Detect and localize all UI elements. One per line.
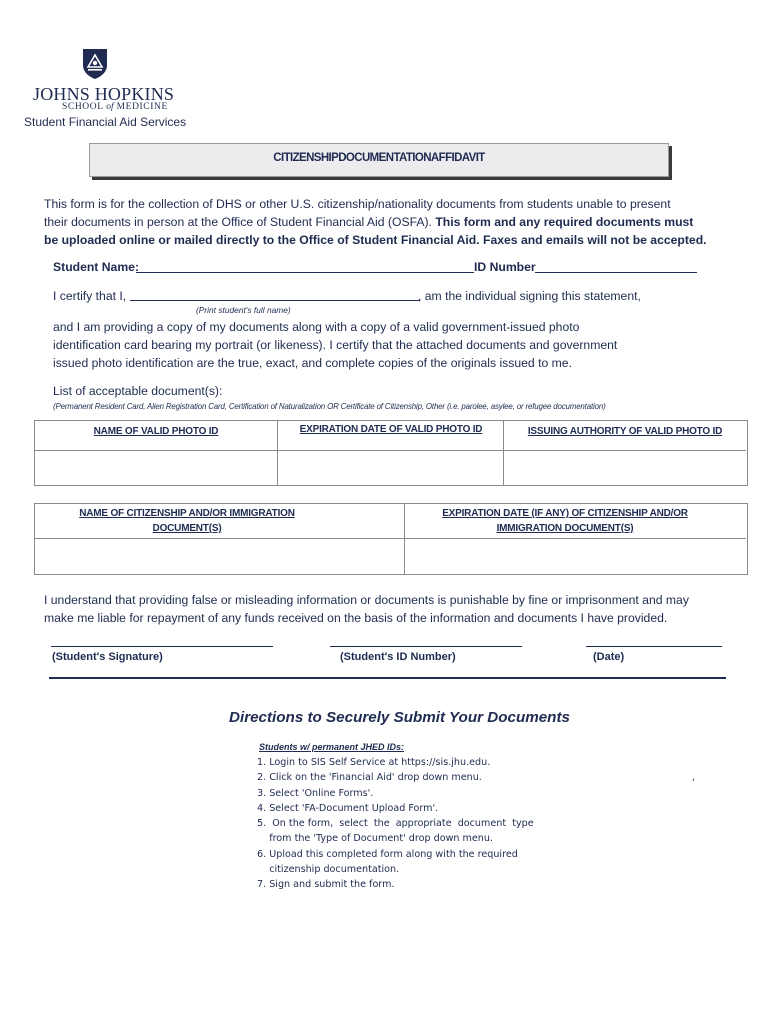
certify-suffix: , am the individual signing this statement, xyxy=(418,289,641,303)
student-name-label: Student Name: xyxy=(53,260,139,274)
understand-paragraph xyxy=(44,591,754,627)
logo-wordmark: JOHNS HOPKINS xyxy=(33,84,175,104)
step-item: citizenship documentation. xyxy=(257,864,400,876)
col-header-citizenship-expiration: EXPIRATION DATE (IF ANY) OF CITIZENSHIP AND/OR IMMIGRATION DOCUMENT(S) xyxy=(442,508,688,534)
logo-subtitle: SCHOOL of MEDICINE xyxy=(62,102,168,112)
signature-field[interactable] xyxy=(51,646,273,647)
certify-paragraph xyxy=(53,318,753,372)
intro-line-3: be uploaded online or mailed directly to the Office of Student Financial Aid. Faxes and emails will not be accepted. xyxy=(44,233,707,247)
id-number-field[interactable] xyxy=(535,272,697,273)
acceptable-label: List of acceptable document(s): xyxy=(53,384,223,398)
intro-line-2: their documents in person at the Office of Student Financial Aid (OSFA). This form and any required documents must xyxy=(44,215,694,229)
student-name-field[interactable] xyxy=(136,272,474,273)
photo-id-expiration-input[interactable] xyxy=(279,452,502,484)
directions-title: Directions to Securely Submit Your Documents xyxy=(229,709,570,726)
step-item: 2. Click on the 'Financial Aid' drop down menu. xyxy=(257,772,482,784)
citizenship-document-input[interactable] xyxy=(35,540,403,573)
section-divider xyxy=(49,677,726,679)
photo-id-name-input[interactable] xyxy=(35,452,276,484)
understand-line-1: I understand that providing false or misleading information or documents is punishable by fine or imprisonment and may xyxy=(44,593,689,607)
certify-line-2: identification card bearing my portrait (or likeness). I certify that the attached documents and government xyxy=(53,338,618,352)
student-id-signature-field[interactable] xyxy=(330,646,522,647)
step-item: 7. Sign and submit the form. xyxy=(257,879,395,891)
signature-label: (Student's Signature) xyxy=(52,651,163,663)
intro-paragraph xyxy=(44,195,744,249)
intro-line-1: This form is for the collection of DHS or other U.S. citizenship/nationality documents from students unable to present xyxy=(44,197,671,211)
student-id-label: (Student's ID Number) xyxy=(340,651,456,663)
step-item: 1. Login to SIS Self Service at https://sis.jhu.edu. xyxy=(257,757,491,768)
col-header-citizenship-document: NAME OF CITIZENSHIP AND/OR IMMIGRATION DOCUMENT(S) xyxy=(79,508,295,534)
date-field[interactable] xyxy=(586,646,722,647)
id-number-label: ID Number xyxy=(474,260,536,274)
step-item: 3. Select 'Online Forms'. xyxy=(257,787,374,799)
step-item: 6. Upload this completed form along with the required xyxy=(257,848,518,860)
directions-subtitle: Students w/ permanent JHED IDs: xyxy=(259,742,405,752)
acceptable-examples: (Permanent Resident Card, Alien Registration Card, Certification of Naturalization OR Certificate of Citizenship, Other (i.e. parolee, asylee, or refugee documentation) xyxy=(53,402,606,411)
certify-line-3: issued photo identification are the true, exact, and complete copies of the originals issued to me. xyxy=(53,356,572,370)
department-name: Student Financial Aid Services xyxy=(24,115,187,129)
form-title: CITIZENSHIPDOCUMENTATIONAFFIDAVIT xyxy=(273,152,485,164)
certify-prefix: I certify that I, xyxy=(53,289,127,303)
full-name-field[interactable] xyxy=(130,300,420,301)
understand-line-2: make me liable for repayment of any funds received on the basis of the information and documents I have provided. xyxy=(44,611,668,625)
photo-table-row-divider xyxy=(34,450,746,451)
directions-steps xyxy=(257,755,557,893)
citizenship-table-row-divider xyxy=(34,538,746,539)
col-header-photo-id-name: NAME OF VALID PHOTO ID xyxy=(93,426,219,437)
certify-line-1: and I am providing a copy of my documents along with a copy of a valid government-issued photo xyxy=(53,320,580,334)
print-name-hint: (Print student's full name) xyxy=(196,305,291,315)
citizenship-expiration-input[interactable] xyxy=(406,540,745,573)
step-item: from the 'Type of Document' drop down menu. xyxy=(257,833,494,845)
stray-mark: , xyxy=(692,772,696,783)
date-label: (Date) xyxy=(593,651,625,663)
step-item: 4. Select 'FA-Document Upload Form'. xyxy=(257,802,439,814)
col-header-issuing-authority: ISSUING AUTHORITY OF VALID PHOTO ID xyxy=(527,426,723,437)
university-shield-icon xyxy=(82,48,108,80)
issuing-authority-input[interactable] xyxy=(505,452,745,484)
col-header-photo-id-expiration: EXPIRATION DATE OF VALID PHOTO ID xyxy=(299,424,483,435)
step-item: 5. On the form, select the appropriate document type xyxy=(257,818,534,830)
